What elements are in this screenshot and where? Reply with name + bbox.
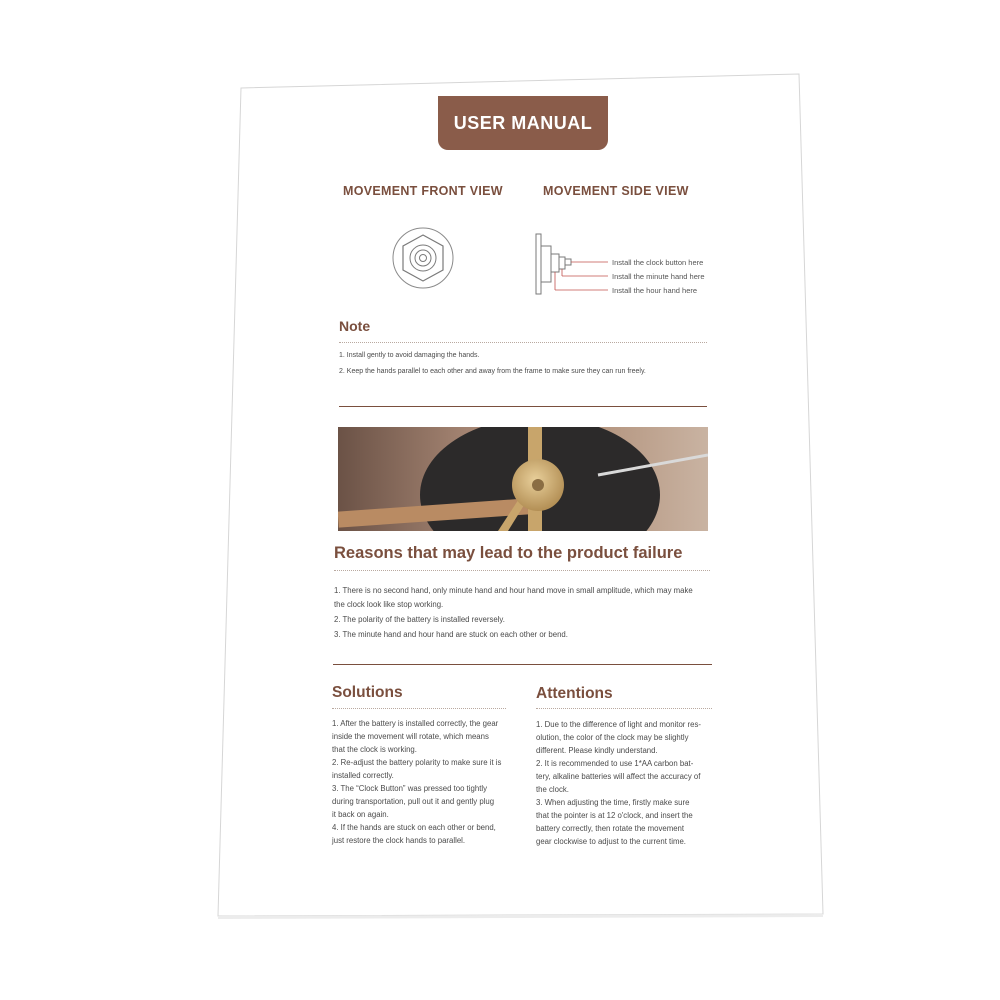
failure-line: 2. The polarity of the battery is installed reversely. — [334, 615, 505, 624]
failure-line: 1. There is no second hand, only minute hand and hour hand move in small amplitude, which may make — [334, 586, 693, 595]
solutions-line: 4. If the hands are stuck on each other or bend, — [332, 823, 496, 832]
attentions-line: that the pointer is at 12 o'clock, and insert the — [536, 811, 693, 820]
movement-side-diagram — [528, 232, 608, 298]
movement-front-diagram — [388, 225, 458, 295]
solutions-line: that the clock is working. — [332, 745, 417, 754]
attentions-line: the clock. — [536, 785, 569, 794]
attentions-line: different. Please kindly understand. — [536, 746, 658, 755]
manual-title-banner: USER MANUAL — [438, 96, 608, 150]
section-rule — [339, 406, 707, 407]
solutions-line: inside the movement will rotate, which means — [332, 732, 489, 741]
callout-minute-hand: Install the minute hand here — [612, 272, 705, 281]
note-item: 1. Install gently to avoid damaging the hands. — [339, 352, 480, 359]
attentions-line: tery, alkaline batteries will affect the accuracy of — [536, 772, 701, 781]
attentions-line: 2. It is recommended to use 1*AA carbon bat- — [536, 759, 694, 768]
solutions-line: it back on again. — [332, 810, 389, 819]
attentions-line: battery correctly, then rotate the movement — [536, 824, 685, 833]
note-item: 2. Keep the hands parallel to each other and away from the frame to make sure they can run freely. — [339, 368, 646, 375]
solutions-title: Solutions — [332, 684, 403, 701]
solutions-line: 2. Re-adjust the battery polarity to make sure it is — [332, 758, 502, 767]
attentions-line: 1. Due to the difference of light and monitor res- — [536, 720, 701, 729]
attentions-line: olution, the color of the clock may be slightly — [536, 733, 689, 742]
attentions-line: 3. When adjusting the time, firstly make sure — [536, 798, 690, 807]
solutions-divider — [332, 708, 506, 709]
callout-clock-button: Install the clock button here — [612, 258, 704, 267]
solutions-line: during transportation, pull out it and gently plug — [332, 797, 495, 806]
attentions-line: gear clockwise to adjust to the current time. — [536, 837, 686, 846]
attentions-title: Attentions — [536, 685, 613, 702]
callout-hour-hand: Install the hour hand here — [612, 286, 698, 295]
clock-hands-photo — [338, 427, 708, 531]
solutions-line: 1. After the battery is installed correctly, the gear — [332, 719, 499, 728]
failure-divider — [334, 570, 710, 571]
side-view-title: MOVEMENT SIDE VIEW — [543, 184, 689, 198]
clock-hands-image — [338, 427, 708, 531]
failure-title: Reasons that may lead to the product failure — [334, 544, 683, 562]
solutions-line: just restore the clock hands to parallel. — [332, 836, 466, 845]
section-rule — [333, 664, 712, 665]
note-title: Note — [339, 318, 371, 334]
failure-line: the clock look like stop working. — [334, 600, 444, 609]
front-view-title: MOVEMENT FRONT VIEW — [343, 184, 503, 198]
attentions-divider — [536, 708, 712, 709]
solutions-line: installed correctly. — [332, 771, 394, 780]
note-divider — [339, 342, 707, 343]
failure-line: 3. The minute hand and hour hand are stuck on each other or bend. — [334, 630, 568, 639]
solutions-line: 3. The “Clock Button” was pressed too tightly — [332, 784, 488, 793]
